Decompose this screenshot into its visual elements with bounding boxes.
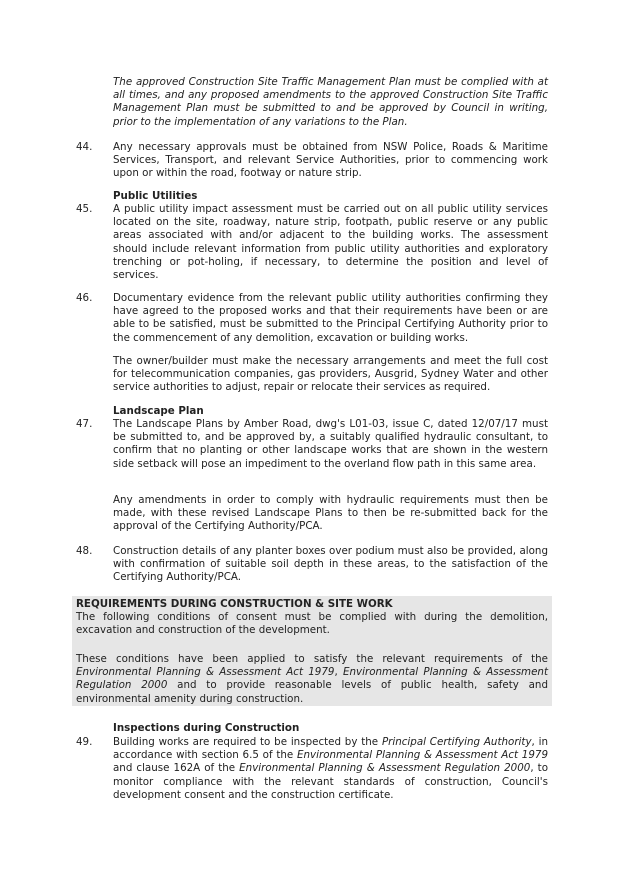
landscape-plan-heading: Landscape Plan xyxy=(113,405,204,417)
condition-47-text-2: Any amendments in order to comply with hydraulic requirements must then be made, with these revised Landscape Plans to then be re-submitted back for the approval of the Certifying Authority/PCA. xyxy=(113,494,548,533)
condition-46-text-2: The owner/builder must make the necessary arrangements and meet the full cost for telecommunication companies, gas providers, Ausgrid, Sydney Water and other service authorities to adjust, repair or relocate their services as required. xyxy=(113,355,548,394)
condition-44-text: Any necessary approvals must be obtained from NSW Police, Roads & Maritime Services, Transport, and relevant Service Authorities, prior to commencing work upon or within the road, footway or nature strip. xyxy=(113,141,548,180)
condition-46-text: Documentary evidence from the relevant public utility authorities confirming they have agreed to the proposed works and that their requirements have been or are able to be satisfied, must be submitted to the Principal Certifying Authority prior to the commencement of any demolition, excavation or building works. xyxy=(113,292,548,344)
condition-45-number: 45. xyxy=(76,203,93,215)
condition-49-text: Building works are required to be inspected by the Principal Certifying Authority, in accordance with section 6.5 of the Environmental Planning & Assessment Act 1979 and clause 162A of the Environmental Planning & Assessment Regulation 2000, to monitor compliance with the relevant standards of construction, Council's development consent and the construction certificate. xyxy=(113,736,549,801)
condition-49-number: 49. xyxy=(76,736,93,748)
requirements-purpose-text: These conditions have been applied to satisfy the relevant requirements of the Environmental Planning & Assessment Act 1979, Environmental Planning & Assessment Regulation 2000 and to provide reasonable levels of public health, safety and environmental amenity during construction. xyxy=(76,653,548,705)
condition-45-text: A public utility impact assessment must be carried out on all public utility services located on the site, roadway, nature strip, footpath, public reserve or any public areas associated with and/or adjacent to the building works. The assessment should include relevant information from public utility authorities and exploratory trenching or pot-holing, if necessary, to determine the position and level of services. xyxy=(113,203,548,282)
condition-48-number: 48. xyxy=(76,545,93,557)
condition-48-text: Construction details of any planter boxes over podium must also be provided, along with confirmation of suitable soil depth in these areas, to the satisfaction of the Certifying Authority/PCA. xyxy=(113,545,548,584)
condition-46-number: 46. xyxy=(76,292,93,304)
requirements-heading: REQUIREMENTS DURING CONSTRUCTION & SITE WORK xyxy=(76,598,393,610)
condition-47-number: 47. xyxy=(76,418,93,430)
inspections-heading: Inspections during Construction xyxy=(113,722,300,734)
requirements-intro-text: The following conditions of consent must be complied with during the demolition, excavation and construction of the development. xyxy=(76,611,548,637)
condition-47-text: The Landscape Plans by Amber Road, dwg's L01-03, issue C, dated 12/07/17 must be submitted to, and be approved by, a suitably qualified hydraulic consultant, to confirm that no planting or other landscape works that are shown in the western side setback will pose an impediment to the overland flow path in this same area. xyxy=(113,418,548,470)
public-utilities-heading: Public Utilities xyxy=(113,190,198,202)
condition-44-number: 44. xyxy=(76,141,93,153)
traffic-plan-paragraph: The approved Construction Site Traffic Management Plan must be complied with at all times, and any proposed amendments to the approved Construction Site Traffic Management Plan must be submitted to and be approved by Council in writing, prior to the implementation of any variations to the Plan. xyxy=(113,76,548,128)
